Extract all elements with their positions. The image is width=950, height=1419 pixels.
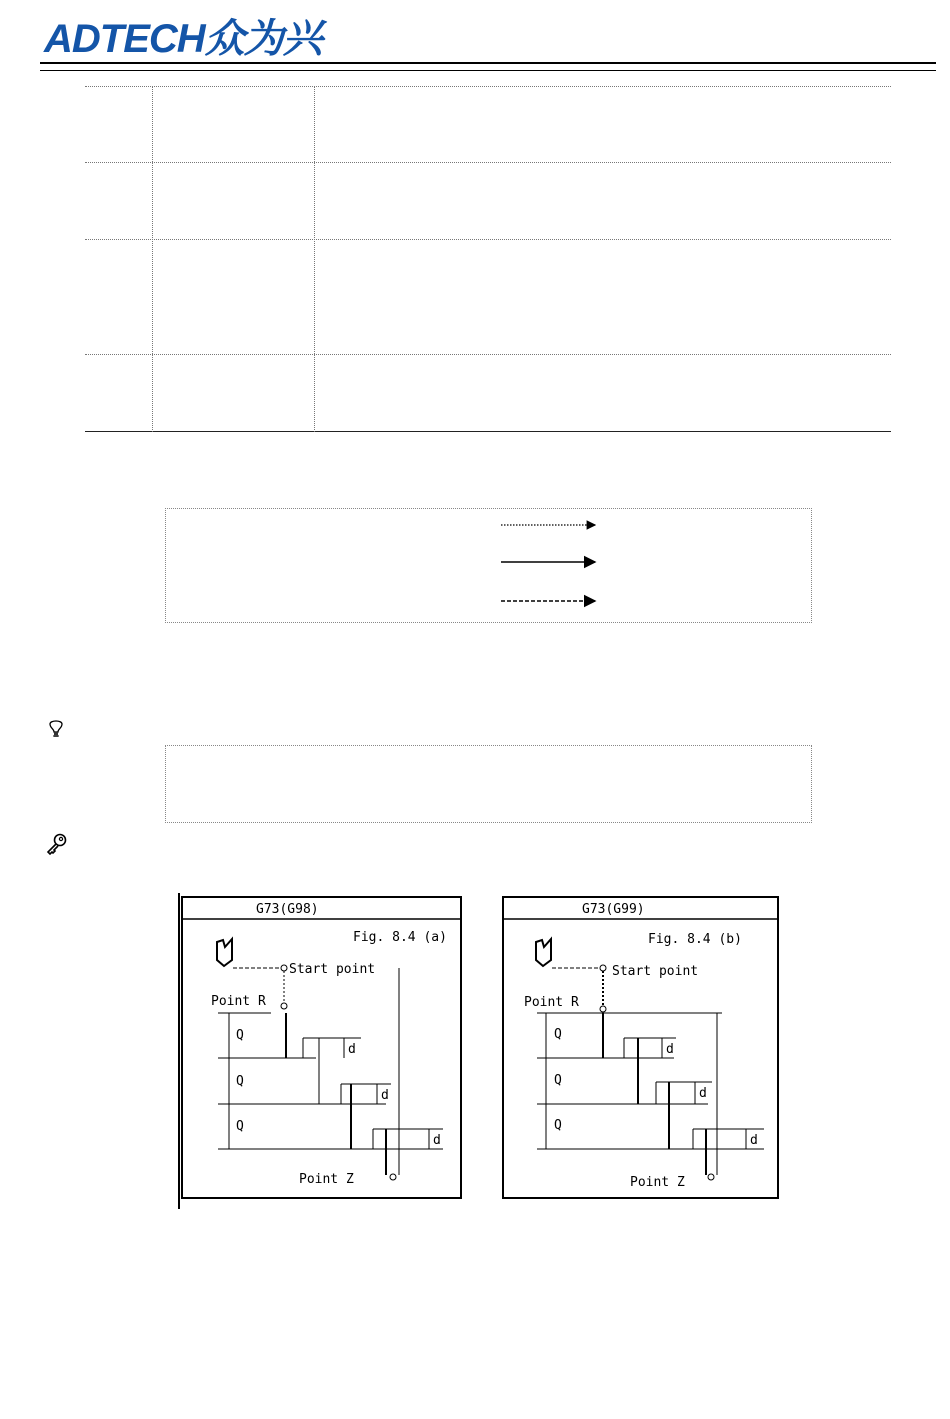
point-z-label: Point Z bbox=[630, 1175, 685, 1190]
q-label: Q bbox=[236, 1074, 244, 1089]
figure-g98-drawing bbox=[181, 896, 463, 1201]
company-logo bbox=[44, 17, 364, 61]
table-bottom-rule bbox=[85, 431, 891, 432]
d-label: d bbox=[433, 1133, 441, 1148]
point-r-label: Point R bbox=[211, 994, 266, 1009]
figure-left-rule bbox=[178, 893, 180, 1209]
line-style-legend bbox=[165, 508, 812, 623]
figure-g99-drawing bbox=[502, 896, 781, 1201]
header-rule bbox=[40, 62, 936, 64]
parameter-table bbox=[85, 86, 891, 432]
figure-header: G73(G99) bbox=[582, 902, 645, 917]
point-r-label: Point R bbox=[524, 995, 579, 1010]
figure-caption: Fig. 8.4 (b) bbox=[648, 932, 742, 947]
table-rule bbox=[85, 354, 891, 355]
tool-icon bbox=[536, 939, 551, 966]
d-label: d bbox=[666, 1042, 674, 1057]
start-point-label: Start point bbox=[612, 964, 699, 979]
key-icon bbox=[45, 832, 69, 856]
legend-arrows bbox=[499, 515, 609, 615]
q-label: Q bbox=[554, 1073, 562, 1088]
note-box bbox=[165, 745, 812, 823]
table-rule bbox=[85, 162, 891, 163]
point-z-label: Point Z bbox=[299, 1172, 354, 1187]
q-label: Q bbox=[236, 1028, 244, 1043]
q-label: Q bbox=[236, 1119, 244, 1134]
figure-caption: Fig. 8.4 (a) bbox=[353, 930, 447, 945]
d-label: d bbox=[699, 1086, 707, 1101]
note-icon bbox=[47, 720, 65, 740]
d-label: d bbox=[348, 1042, 356, 1057]
d-label: d bbox=[381, 1088, 389, 1103]
logo-wordmark: ADTECH众为兴 bbox=[44, 17, 322, 61]
d-label: d bbox=[750, 1133, 758, 1148]
table-rule bbox=[85, 239, 891, 240]
q-label: Q bbox=[554, 1118, 562, 1133]
table-col-divider bbox=[152, 86, 153, 432]
table-col-divider bbox=[314, 86, 315, 432]
header-rule-thin bbox=[40, 70, 936, 71]
figure-header: G73(G98) bbox=[256, 902, 319, 917]
tool-icon bbox=[217, 939, 232, 966]
figure-g98 bbox=[181, 896, 463, 1205]
q-label: Q bbox=[554, 1027, 562, 1042]
figure-g99 bbox=[502, 896, 781, 1205]
table-rule bbox=[85, 86, 891, 87]
start-point-label: Start point bbox=[289, 962, 376, 977]
